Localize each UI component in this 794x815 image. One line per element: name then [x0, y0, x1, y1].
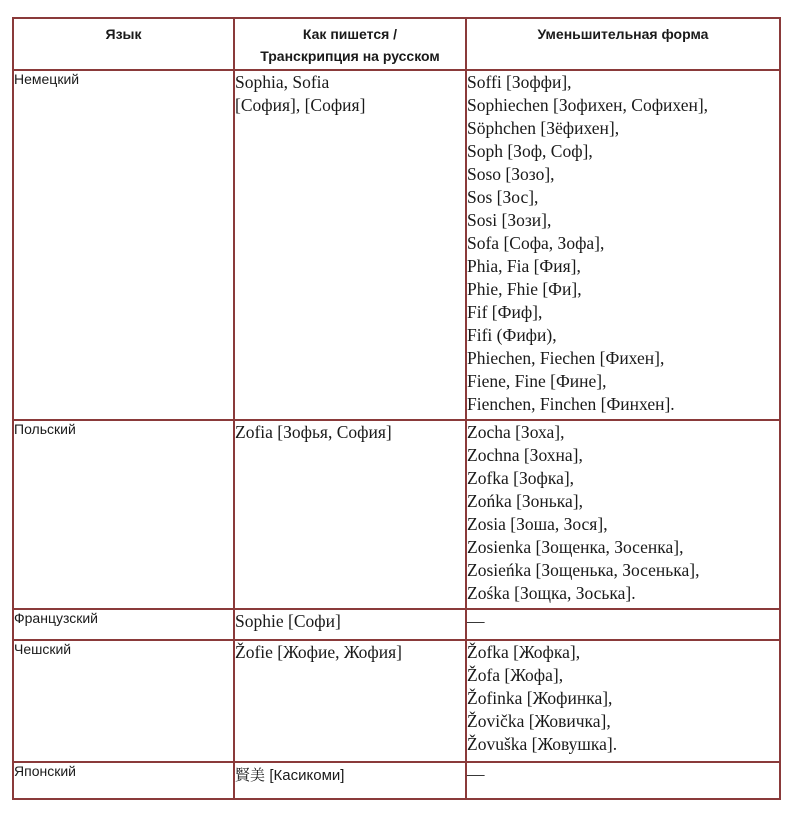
diminutive-line: —	[467, 764, 485, 784]
diminutive-line: Fiene, Fine [Фине],	[467, 371, 607, 391]
diminutive-line: Zośka [Зощка, Зоська].	[467, 583, 636, 603]
header-language	[13, 18, 234, 70]
spelling-line: Zofia [Зофья, София]	[235, 422, 392, 442]
header-diminutive	[466, 18, 780, 70]
spelling-cell	[234, 609, 466, 640]
diminutive-line: Sophiechen [Зофихен, Софихен],	[467, 95, 709, 115]
language-cell: Французский	[13, 609, 234, 640]
diminutive-line: Zocha [Зоха],	[467, 422, 565, 442]
diminutive-cell	[466, 762, 780, 799]
language-cell: Польский	[13, 420, 234, 609]
diminutive-line: Zofka [Зофка],	[467, 468, 575, 488]
diminutive-line: Zosia [Зоша, Зося],	[467, 514, 608, 534]
header-language-label: Язык	[105, 26, 142, 42]
diminutive-line: Soso [Зозо],	[467, 164, 555, 184]
diminutive-line: Žovička [Жовичка],	[467, 711, 611, 731]
spelling-kanji: 賢美	[235, 766, 266, 784]
diminutive-line: Zochna [Зохна],	[467, 445, 583, 465]
row-german	[13, 70, 780, 420]
header-spelling-line1: Как пишется /	[302, 26, 398, 42]
diminutive-line: Phia, Fia [Фия],	[467, 256, 581, 276]
diminutive-line: Fif [Фиф],	[467, 302, 543, 322]
header-spelling-line2: Транскрипция на русском	[260, 48, 440, 64]
diminutive-line: Phiechen, Fiechen [Фихен],	[467, 348, 665, 368]
spelling-cell	[234, 762, 466, 799]
diminutive-line: Fienchen, Finchen [Финхен].	[467, 394, 675, 414]
diminutive-line: Žofinka [Жофинка],	[467, 688, 613, 708]
diminutive-line: Phie, Fhie [Фи],	[467, 279, 582, 299]
spelling-cell	[234, 420, 466, 609]
diminutive-line: Sos [Зос],	[467, 187, 539, 207]
spelling-transcription: [Касикоми]	[269, 767, 345, 784]
diminutive-line: Zosieńka [Зощенька, Зосенька],	[467, 560, 700, 580]
spelling-line	[235, 763, 465, 787]
spelling-line: Žofie [Жофие, Жофия]	[235, 642, 402, 662]
diminutive-line: Soffi [Зоффи],	[467, 72, 572, 92]
diminutive-cell	[466, 640, 780, 762]
diminutive-cell	[466, 70, 780, 420]
diminutive-line: —	[467, 611, 485, 631]
language-cell: Японский	[13, 762, 234, 799]
row-czech	[13, 640, 780, 762]
row-french	[13, 609, 780, 640]
row-japanese	[13, 762, 780, 799]
spelling-cell	[234, 70, 466, 420]
diminutive-line: Sofa [Софа, Зофа],	[467, 233, 605, 253]
diminutive-line: Soph [Зоф, Соф],	[467, 141, 593, 161]
spelling-line: [София], [София]	[235, 95, 366, 115]
diminutive-line: Žofka [Жофка],	[467, 642, 581, 662]
diminutive-cell	[466, 609, 780, 640]
header-spelling	[234, 18, 466, 70]
language-cell: Чешский	[13, 640, 234, 762]
diminutive-line: Žofa [Жофа],	[467, 665, 564, 685]
diminutive-line: Zosienka [Зощенка, Зосенка],	[467, 537, 684, 557]
language-cell: Немецкий	[13, 70, 234, 420]
spelling-line: Sophia, Sofia	[235, 72, 330, 92]
diminutive-line: Zońka [Зонька],	[467, 491, 583, 511]
row-polish	[13, 420, 780, 609]
diminutive-line: Žovuška [Жовушка].	[467, 734, 618, 754]
diminutive-line: Fifi (Фифи),	[467, 325, 557, 345]
spelling-line: Sophie [Софи]	[235, 611, 341, 631]
diminutive-line: Söphchen [Зёфихен],	[467, 118, 620, 138]
header-row	[13, 18, 780, 70]
header-diminutive-label: Уменьшительная форма	[537, 26, 709, 42]
diminutive-cell	[466, 420, 780, 609]
spelling-cell	[234, 640, 466, 762]
names-table	[12, 17, 781, 800]
diminutive-line: Sosi [Зози],	[467, 210, 552, 230]
